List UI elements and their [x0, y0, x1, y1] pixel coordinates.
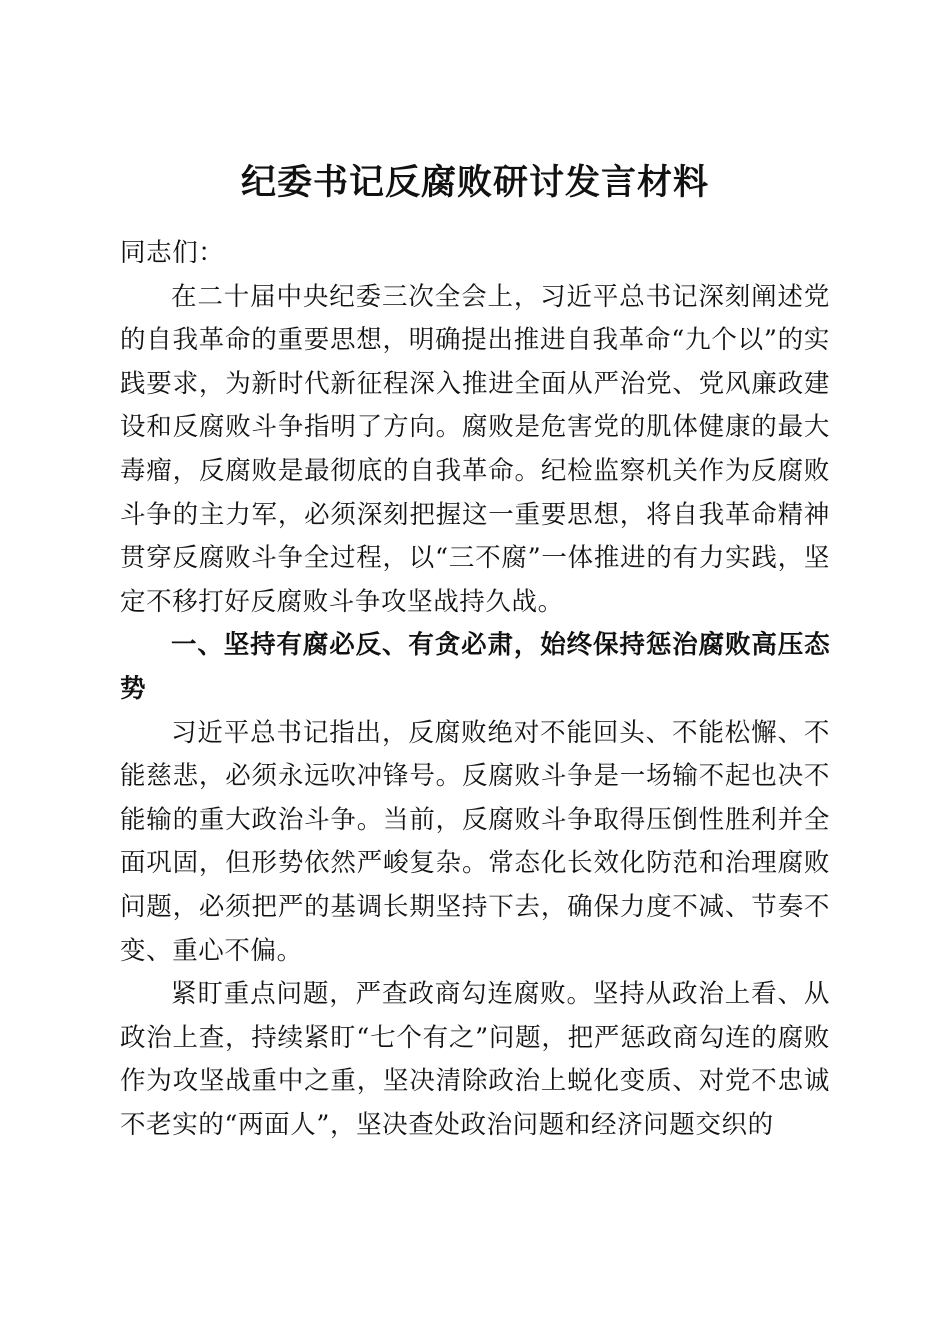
section-paragraph: 紧盯重点问题，严查政商勾连腐败。坚持从政治上看、从政治上查，持续紧盯“七个有之”问题，把严惩政商勾连的腐败作为攻坚战重中之重，坚决清除政治上蜕化变质、对党不忠诚不老实的“两面人”，坚决查处政治问题和经济问题交织的	[120, 979, 830, 1140]
section-paragraph: 习近平总书记指出，反腐败绝对不能回头、不能松懈、不能慈悲，必须永远吹冲锋号。反腐败斗争是一场输不起也决不能输的重大政治斗争。当前，反腐败斗争取得压倒性胜利并全面巩固，但形势依然严峻复杂。常态化长效化防范和治理腐败问题，必须把严的基调长期坚持下去，确保力度不减、节奏不变、重心不偏。	[120, 717, 830, 966]
document-body	[120, 232, 830, 1147]
document-title: 纪委书记反腐败研讨发言材料	[240, 162, 709, 204]
section-heading: 一、坚持有腐必反、有贪必肃，始终保持惩治腐败高压态势	[120, 630, 830, 704]
salutation: 同志们：	[120, 238, 225, 268]
intro-paragraph: 在二十届中央纪委三次全会上，习近平总书记深刻阐述党的自我革命的重要思想，明确提出推进自我革命“九个以”的实践要求，为新时代新征程深入推进全面从严治党、党风廉政建设和反腐败斗争指明了方向。腐败是危害党的肌体健康的最大毒瘤，反腐败是最彻底的自我革命。纪检监察机关作为反腐败斗争的主力军，必须深刻把握这一重要思想，将自我革命精神贯穿反腐败斗争全过程，以“三不腐”一体推进的有力实践，坚定不移打好反腐败斗争攻坚战持久战。	[120, 281, 830, 617]
